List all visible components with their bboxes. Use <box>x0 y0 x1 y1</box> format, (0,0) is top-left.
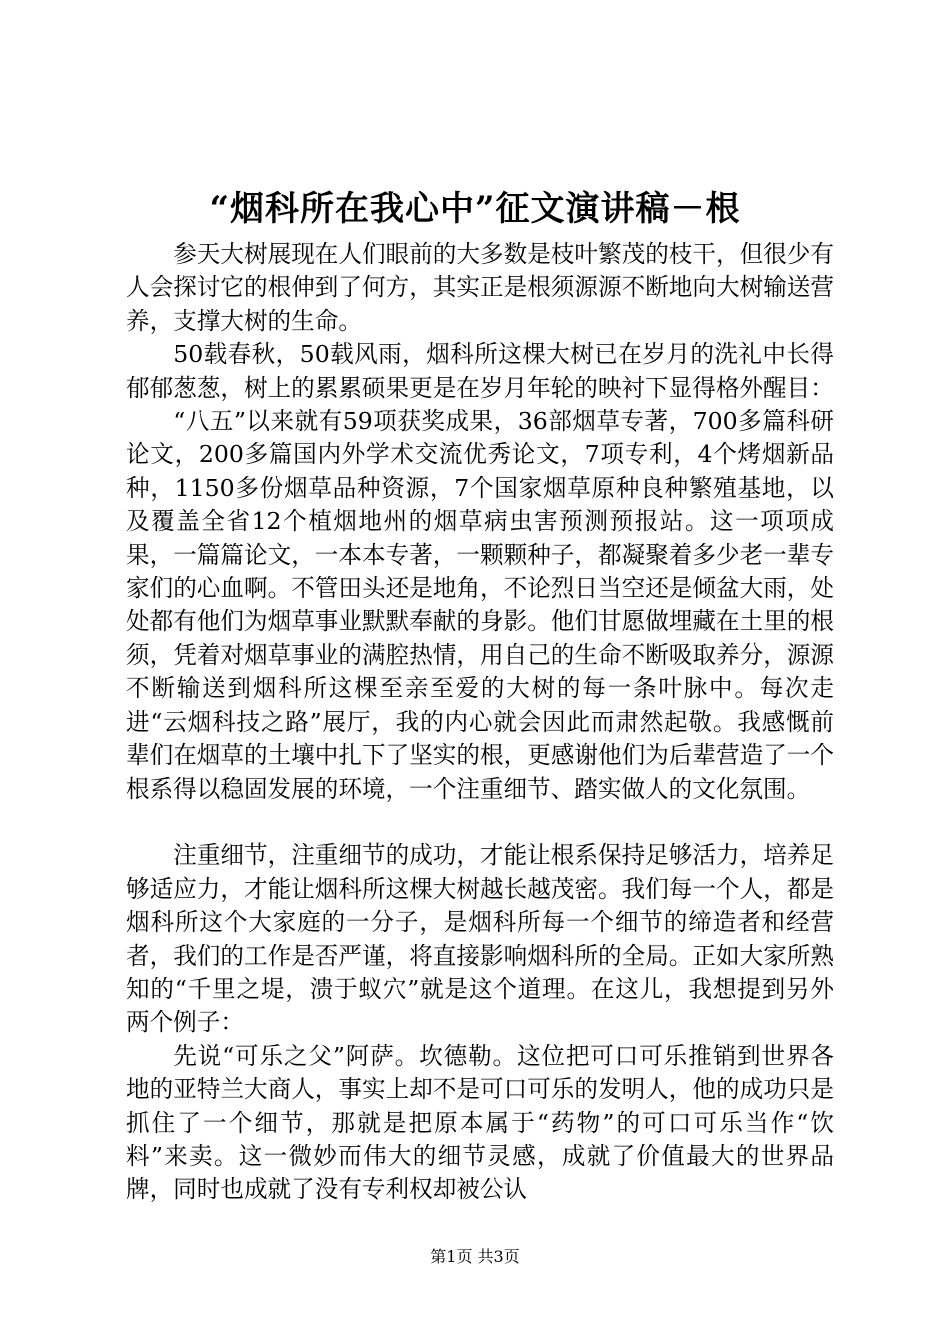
paragraph-3: “八五”以来就有59项获奖成果，36部烟草专著，700多篇科研论文，200多篇国内外学术交流优秀论文，7项专利，4个烤烟新品种，1150多份烟草品种资源，7个国家烟草原种良种繁殖基地，以及覆盖全省12个植烟地州的烟草病虫害预测预报站。这一项项成果，一篇篇论文，一本本专著，一颗颗种子，都凝聚着多少老一辈专家们的心血啊。不管田头还是地角，不论烈日当空还是倾盆大雨，处处都有他们为烟草事业默默奉献的身影。他们甘愿做埋藏在土里的根须，凭着对烟草事业的满腔热情，用自己的生命不断吸取养分，源源不断输送到烟科所这棵至亲至爱的大树的每一条叶脉中。每次走进“云烟科技之路”展厅，我的内心就会因此而肃然起敬。我感慨前辈们在烟草的土壤中扎下了坚实的根，更感谢他们为后辈营造了一个根系得以稳固发展的环境，一个注重细节、踏实做人的文化氛围。 <box>126 407 834 803</box>
paragraph-2: 50载春秋，50载风雨，烟科所这棵大树已在岁月的洗礼中长得郁郁葱葱，树上的累累硕果更是在岁月年轮的映衬下显得格外醒目： <box>126 340 834 402</box>
document-title: “烟科所在我心中”征文演讲稿－根 <box>209 189 741 229</box>
document-body <box>126 238 834 1207</box>
paragraph-4: 注重细节，注重细节的成功，才能让根系保持足够活力，培养足够适应力，才能让烟科所这棵大树越长越茂密。我们每一个人，都是烟科所这个大家庭的一分子，是烟科所每一个细节的缔造者和经营者，我们的工作是否严谨，将直接影响烟科所的全局。正如大家所熟知的“千里之堤，溃于蚁穴”就是这个道理。在这儿，我想提到另外两个例子： <box>126 841 834 1037</box>
paragraph-5: 先说“可乐之父”阿萨。坎德勒。这位把可口可乐推销到世界各地的亚特兰大商人，事实上却不是可口可乐的发明人，他的成功只是抓住了一个细节，那就是把原本属于“药物”的可口可乐当作“饮料”来卖。这一微妙而伟大的细节灵感，成就了价值最大的世界品牌，同时也成就了没有专利权却被公认 <box>126 1041 834 1204</box>
page-number-footer: 第1页 共3页 <box>430 1247 520 1266</box>
paragraph-1: 参天大树展现在人们眼前的大多数是枝叶繁茂的枝干，但很少有人会探讨它的根伸到了何方，其实正是根须源源不断地向大树输送营养，支撑大树的生命。 <box>126 240 834 335</box>
